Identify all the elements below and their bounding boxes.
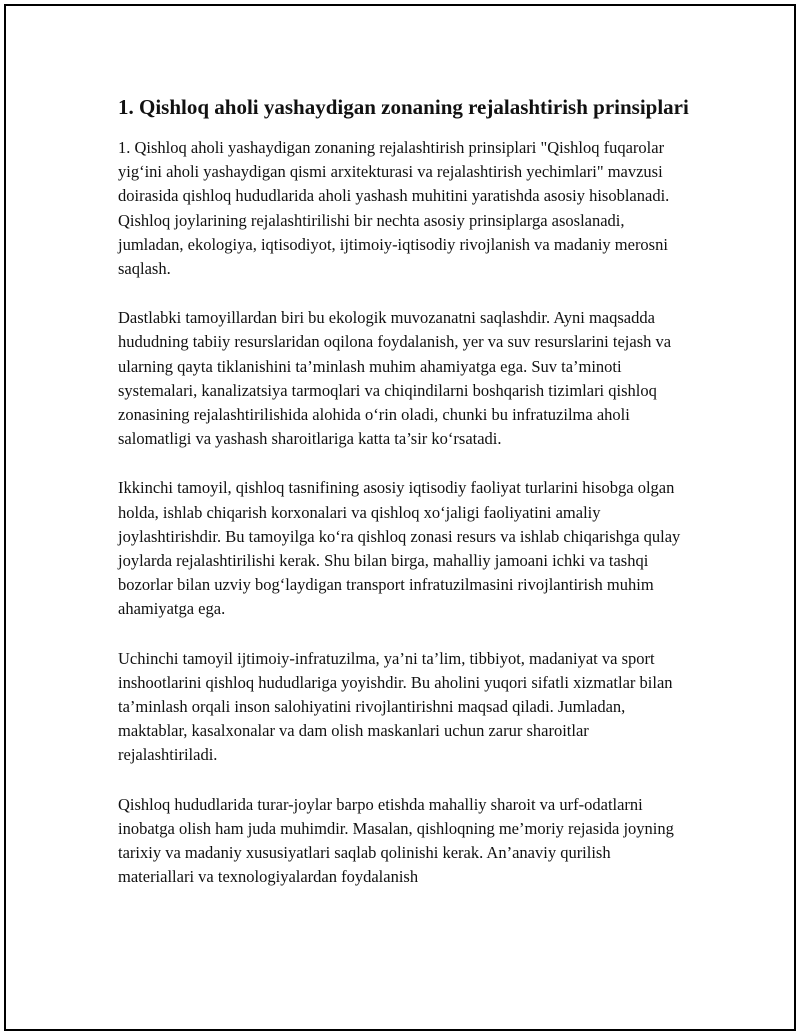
document-title: 1. Qishloq aholi yashaydigan zonaning rejalashtirish prinsiplari <box>118 95 689 119</box>
paragraph-2: Dastlabki tamoyillardan biri bu ekologik muvozanatni saqlashdir. Ayni maqsadda hududning tabiiy resurslaridan oqilona foydalanish, yer va suv resurslarini tejash va ularning qayta tiklanishini ta’minlash muhim ahamiyatga ega. Suv ta’minoti systemalari, kanalizatsiya tarmoqlari va chiqindilarni boshqarish tizimlari qishloq zonasining rejalashtirilishida alohida o‘rin oladi, chunki bu infratuzilma aholi salomatligi va yashash sharoitlariga katta ta’sir ko‘rsatadi. <box>118 308 672 449</box>
paragraph-4: Uchinchi tamoyil ijtimoiy-infratuzilma, ya’ni ta’lim, tibbiyot, madaniyat va sport inshootlarini qishloq hududlariga yoyishdir. Bu aholini yuqori sifatli xizmatlar bilan ta’minlash orqali inson salohiyatini rivojlantirishni maqsad qiladi. Jumladan, maktablar, kasalxonalar va dam olish maskanlari uchun zarur sharoitlar rejalashtiriladi. <box>118 648 673 765</box>
paragraph-5: Qishloq hududlarida turar-joylar barpo etishda mahalliy sharoit va urf-odatlarni inobatga olish ham juda muhimdir. Masalan, qishloqning me’moriy rejasida joyning tarixiy va madaniy xususiyatlari saqlab qolinishi kerak. An’anaviy qurilish materiallari va texnologiyalardan foydalanish <box>118 794 674 887</box>
paragraph-3: Ikkinchi tamoyil, qishloq tasnifining asosiy iqtisodiy faoliyat turlarini hisobga olgan holda, ishlab chiqarish korxonalari va qishloq xo‘jaligi faoliyatini amaliy joylashtirishdir. Bu tamoyilga ko‘ra qishloq zonasi resurs va ishlab chiqarishga qulay joylarda rejalashtirilishi kerak. Shu bilan birga, mahalliy jamoani ichki va tashqi bozorlar bilan uzviy bog‘laydigan transport infratuzilmasini rivojlantirish muhim ahamiyatga ega. <box>118 478 681 619</box>
document-body <box>118 93 690 914</box>
paragraph-1: 1. Qishloq aholi yashaydigan zonaning rejalashtirish prinsiplari "Qishloq fuqarolar yig‘ini aholi yashaydigan qismi arxitekturasi va rejalashtirish yechimlari" mavzusi doirasida qishloq hududlarida aholi yashash muhitini yaratishda asosiy hisoblanadi. Qishloq joylarining rejalashtirilishi bir nechta asosiy prinsiplarga asoslanadi, jumladan, ekologiya, iqtisodiyot, ijtimoiy-iqtisodiy rivojlanish va madaniy merosni saqlash. <box>118 138 670 279</box>
